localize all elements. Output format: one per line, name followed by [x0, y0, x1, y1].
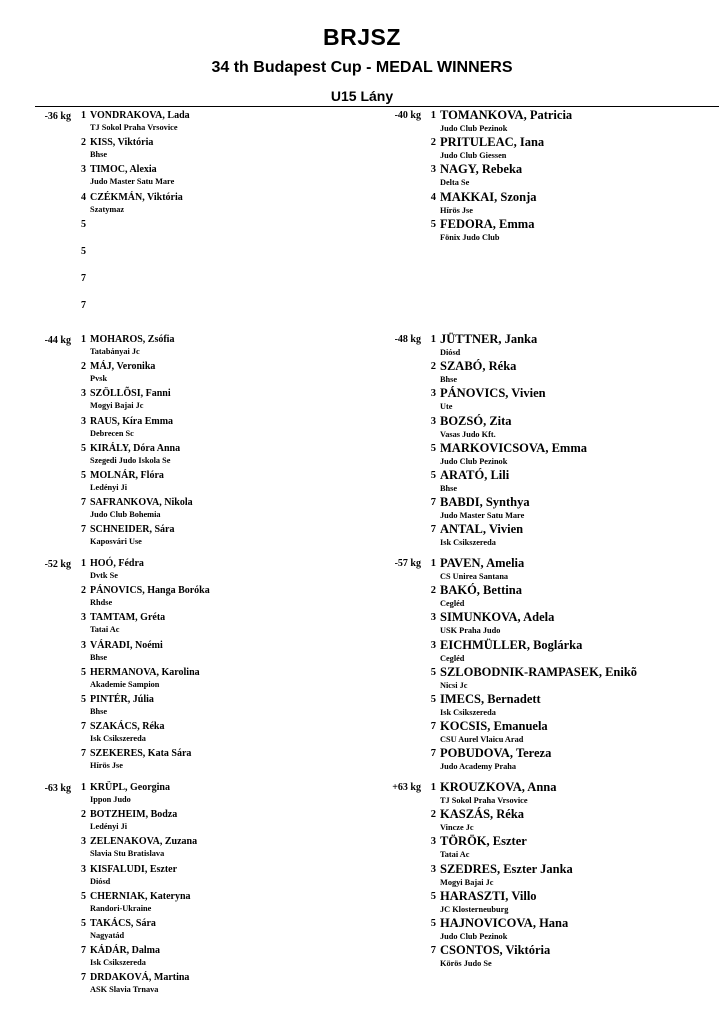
athlete-name: VONDRAKOVA, Lada	[90, 110, 190, 121]
weight-class-label: -57 kg	[394, 558, 421, 569]
club-name: Tatai Ac	[90, 625, 120, 635]
athlete-name: KOCSIS, Emanuela	[440, 719, 548, 734]
athlete-name: TOMANKOVA, Patricia	[440, 108, 573, 122]
placement-number: 3	[81, 164, 86, 176]
athlete-name: CZÉKMÁN, Viktória	[90, 191, 183, 203]
club-name: Judo Master Satu Mare	[90, 177, 175, 187]
placement-number: 3	[81, 612, 86, 624]
athlete-name: RAUS, Kíra Emma	[90, 415, 174, 427]
medal-entry	[428, 807, 678, 834]
club-name: Hírös Jse	[440, 205, 473, 215]
club-name: Diósd	[90, 876, 111, 886]
weight-class-label: -40 kg	[394, 110, 421, 121]
medal-entry	[428, 583, 678, 610]
club-name: Pvsk	[90, 374, 108, 384]
club-name: Vincze Jc	[440, 823, 474, 833]
club-name: Judo Club Bohemia	[90, 510, 161, 520]
medal-entry	[428, 862, 678, 889]
placement-number: 5	[81, 442, 86, 454]
medal-entry	[78, 470, 328, 497]
athlete-name: PINTÉR, Júlia	[90, 694, 154, 705]
athlete-name: HERMANOVA, Karolina	[90, 666, 200, 678]
medal-entry	[78, 388, 328, 415]
medal-entry	[428, 495, 678, 522]
club-name: Szegedi Judo Iskola Se	[90, 455, 171, 465]
medal-entry	[428, 556, 678, 583]
athlete-name: ANTAL, Vivien	[440, 522, 524, 537]
athlete-name: KISS, Viktória	[90, 137, 154, 149]
athlete-name: HOÓ, Fédra	[90, 558, 144, 569]
placement-number: 2	[430, 361, 436, 373]
placement-number: 7	[81, 497, 86, 509]
athlete-name: KRÜPL, Georgina	[90, 782, 170, 793]
placement-number: 5	[430, 470, 436, 481]
athlete-name: TAKÁCS, Sára	[90, 918, 156, 929]
club-name: Rhdse	[90, 598, 113, 608]
weight-class-label: +63 kg	[392, 782, 421, 793]
medal-entry	[428, 746, 678, 773]
placement-number: 7	[81, 300, 86, 312]
placement-number: 5	[430, 218, 436, 230]
placement-number: 1	[81, 782, 86, 793]
placement-number: 7	[81, 273, 86, 285]
medal-entry	[78, 443, 328, 470]
placement-number: 3	[430, 836, 436, 848]
club-name: Judo Club Pezinok	[440, 932, 508, 941]
medal-entry	[78, 612, 328, 639]
athlete-name: PRITULEAC, Iana	[440, 135, 545, 150]
placement-number: 7	[430, 748, 436, 760]
placement-number: 7	[81, 972, 86, 984]
athlete-name: BAKÓ, Bettina	[440, 583, 522, 598]
placement-number: 5	[430, 918, 436, 929]
athlete-name: TIMOC, Alexia	[90, 164, 157, 176]
athlete-name: BOZSÓ, Zita	[440, 413, 512, 428]
athlete-name: HAJNOVICOVA, Hana	[440, 916, 569, 930]
medal-entry	[428, 943, 678, 970]
event-subtitle: 34 th Budapest Cup - MEDAL WINNERS	[211, 59, 513, 76]
club-name: Mogyi Bajai Jc	[440, 877, 494, 887]
athlete-name: KISFALUDI, Eszter	[90, 863, 178, 875]
medal-entry	[428, 190, 678, 217]
placement-number: 5	[81, 666, 86, 678]
placement-number: 7	[430, 721, 436, 733]
club-name: Vasas Judo Kft.	[440, 429, 496, 439]
club-name: Randori-Ukraine	[90, 903, 152, 913]
athlete-name: DRDAKOVÁ, Martina	[90, 972, 190, 984]
placement-number: 5	[430, 890, 436, 902]
medal-entry	[78, 694, 328, 721]
athlete-name: PÁNOVICS, Vivien	[440, 386, 546, 401]
medal-entry	[78, 809, 328, 836]
athlete-name: MOHAROS, Zsófia	[90, 334, 175, 345]
athlete-name: SZABÓ, Réka	[440, 359, 517, 374]
placement-number: 4	[430, 191, 436, 203]
club-name: Ippon Judo	[90, 795, 131, 804]
athlete-name: EICHMÜLLER, Boglárka	[440, 637, 583, 652]
placement-number: 3	[81, 415, 86, 427]
placement-number: 3	[430, 639, 436, 651]
medal-entry	[78, 137, 328, 164]
medal-entry	[428, 780, 678, 807]
club-name: Tatai Ac	[440, 850, 470, 860]
athlete-name: MÁJ, Veronika	[90, 361, 156, 373]
placement-number: 4	[81, 191, 86, 203]
club-name: CS Unirea Santana	[440, 572, 509, 581]
athlete-name: TAMTAM, Gréta	[90, 612, 166, 624]
athlete-name: IMECS, Bernadett	[440, 692, 541, 706]
athlete-name: SZÖLLÕSI, Fanni	[90, 388, 171, 400]
club-name: Delta Se	[440, 178, 470, 188]
medal-entry	[78, 782, 328, 809]
medal-entry	[78, 918, 328, 945]
medal-entry	[78, 721, 328, 748]
medal-entry	[428, 638, 678, 665]
placement-number: 3	[81, 836, 86, 848]
club-name: CSU Aurel Vlaicu Arad	[440, 735, 524, 745]
athlete-name: SAFRANKOVA, Nikola	[90, 497, 193, 509]
athlete-name: KASZÁS, Réka	[440, 807, 525, 822]
club-name: Judo Master Satu Mare	[440, 511, 525, 521]
placement-number: 3	[430, 612, 436, 624]
club-name: Bhse	[90, 707, 108, 716]
club-name: Ute	[440, 402, 453, 412]
club-name: Tatabányai Jc	[90, 347, 140, 356]
medal-entry	[78, 524, 328, 551]
club-name: USK Praha Judo	[440, 626, 501, 636]
medal-entry	[78, 300, 328, 327]
header-divider	[35, 106, 719, 107]
athlete-name: PÁNOVICS, Hanga Boróka	[90, 585, 210, 597]
medal-entry	[428, 441, 678, 468]
placement-number: 5	[430, 442, 436, 454]
club-name: Nicsi Jc	[440, 680, 468, 690]
medal-entry	[428, 665, 678, 692]
placement-number: 3	[430, 164, 436, 176]
medal-entry	[78, 219, 328, 246]
athlete-name: PAVEN, Amelia	[440, 556, 525, 570]
athlete-name: KÁDÁR, Dalma	[90, 945, 160, 957]
medal-entry	[428, 468, 678, 495]
club-name: Fönix Judo Club	[440, 232, 500, 242]
weight-class-label: -63 kg	[44, 783, 71, 794]
athlete-name: POBUDOVA, Tereza	[440, 746, 552, 761]
club-name: Diósd	[440, 348, 461, 357]
medal-entry	[78, 110, 328, 137]
placement-number: 2	[430, 585, 436, 597]
athlete-name: CHERNIAK, Kateryna	[90, 890, 191, 902]
placement-number: 5	[430, 694, 436, 705]
club-name: Szatymaz	[90, 204, 125, 214]
club-name: Bhse	[90, 150, 108, 160]
placement-number: 1	[430, 110, 436, 121]
medal-entry	[78, 416, 328, 443]
placement-number: 1	[430, 782, 436, 793]
placement-number: 7	[81, 945, 86, 957]
athlete-name: FEDORA, Emma	[440, 216, 535, 231]
placement-number: 2	[430, 809, 436, 821]
club-name: Judo Club Pezinok	[440, 124, 508, 133]
medal-entry	[78, 558, 328, 585]
medal-entry	[78, 585, 328, 612]
athlete-name: ZELENAKOVA, Zuzana	[90, 836, 198, 848]
placement-number: 1	[430, 334, 436, 345]
placement-number: 2	[81, 361, 86, 373]
medal-entry	[428, 522, 678, 549]
placement-number: 7	[430, 945, 436, 957]
medal-entry	[428, 692, 678, 719]
athlete-name: MAKKAI, Szonja	[440, 189, 537, 204]
placement-number: 5	[81, 694, 86, 705]
placement-number: 1	[81, 110, 86, 121]
club-name: Kaposvári Use	[90, 537, 142, 547]
club-name: Cegléd	[440, 653, 465, 663]
weight-class-label: -52 kg	[44, 559, 71, 570]
athlete-name: BABDI, Synthya	[440, 495, 530, 510]
medal-entry	[428, 719, 678, 746]
athlete-name: HARASZTI, Villo	[440, 888, 537, 903]
placement-number: 7	[81, 524, 86, 536]
athlete-name: SZAKÁCS, Réka	[90, 721, 165, 733]
placement-number: 3	[81, 863, 86, 875]
placement-number: 3	[430, 415, 436, 427]
placement-number: 5	[81, 470, 86, 481]
club-name: Ledényi Ji	[90, 483, 128, 492]
placement-number: 5	[81, 918, 86, 929]
club-name: Ledényi Ji	[90, 822, 128, 832]
placement-number: 2	[81, 585, 86, 597]
placement-number: 7	[430, 497, 436, 509]
medal-entry	[428, 889, 678, 916]
club-name: Dvtk Se	[90, 571, 118, 580]
medal-entry	[78, 273, 328, 300]
medal-entry	[428, 414, 678, 441]
placement-number: 7	[81, 748, 86, 760]
club-name: TJ Sokol Praha Vrsovice	[90, 123, 178, 132]
club-name: Judo Academy Praha	[440, 762, 517, 772]
medal-entry	[428, 834, 678, 861]
club-name: Bhse	[440, 375, 458, 385]
athlete-name: KIRÁLY, Dóra Anna	[90, 442, 181, 454]
medal-entry	[428, 916, 678, 943]
club-name: Isk Csikszereda	[440, 538, 496, 548]
athlete-name: BOTZHEIM, Bodza	[90, 809, 178, 821]
weight-class-label: -36 kg	[44, 111, 71, 122]
weight-class-label: -48 kg	[394, 334, 421, 345]
athlete-name: CSONTOS, Viktória	[440, 943, 551, 958]
medal-entry	[428, 162, 678, 189]
placement-number: 2	[81, 137, 86, 149]
club-name: Debrecen Sc	[90, 428, 134, 438]
club-name: Bhse	[90, 652, 108, 662]
medal-entry	[78, 836, 328, 863]
medal-entry	[428, 217, 678, 244]
placement-number: 2	[430, 137, 436, 149]
club-name: Bhse	[440, 484, 458, 493]
medal-entry	[78, 667, 328, 694]
medal-entry	[78, 748, 328, 775]
club-name: Isk Csikszereda	[90, 734, 146, 744]
athlete-name: SCHNEIDER, Sára	[90, 524, 175, 536]
club-name: Hírös Jse	[90, 761, 123, 771]
age-category-title: U15 Lány	[330, 88, 394, 104]
athlete-name: TÖRÖK, Eszter	[440, 834, 527, 849]
athlete-name: NAGY, Rebeka	[440, 162, 523, 177]
club-name: Judo Club Pezinok	[440, 456, 508, 466]
placement-number: 3	[430, 388, 436, 400]
placement-number: 5	[81, 890, 86, 902]
placement-number: 7	[81, 721, 86, 733]
club-name: Slavia Stu Bratislava	[90, 849, 165, 859]
club-name: Mogyi Bajai Jc	[90, 401, 144, 411]
athlete-name: VÁRADI, Noémi	[90, 639, 163, 651]
placement-number: 3	[81, 388, 86, 400]
athlete-name: SZEDRES, Eszter Janka	[440, 861, 573, 876]
placement-number: 1	[430, 558, 436, 569]
placement-number: 5	[81, 246, 86, 257]
medal-entry	[78, 164, 328, 191]
club-name: Nagyatád	[90, 931, 125, 940]
club-name: Isk Csikszereda	[440, 708, 496, 717]
medal-entry	[428, 108, 678, 135]
placement-number: 5	[81, 218, 86, 230]
medal-entry	[78, 864, 328, 891]
club-name: Cegléd	[440, 599, 465, 609]
club-name: Körös Judo Se	[440, 959, 492, 969]
placement-number: 3	[430, 863, 436, 875]
medal-entry	[78, 972, 328, 999]
medal-entry	[78, 334, 328, 361]
club-name: ASK Slavia Trnava	[90, 985, 159, 995]
placement-number: 5	[430, 666, 436, 678]
athlete-name: SIMUNKOVA, Adela	[440, 610, 555, 625]
club-name: TJ Sokol Praha Vrsovice	[440, 796, 528, 805]
athlete-name: SZEKERES, Kata Sára	[90, 748, 192, 760]
athlete-name: JÜTTNER, Janka	[440, 332, 538, 346]
medal-entry	[78, 945, 328, 972]
athlete-name: SZLOBODNIK-RAMPASEK, Enikõ	[440, 664, 638, 679]
weight-class-label: -44 kg	[44, 335, 71, 346]
athlete-name: MARKOVICSOVA, Emma	[440, 440, 587, 455]
athlete-name: ARATÓ, Lili	[440, 468, 510, 482]
medal-entry	[428, 332, 678, 359]
medal-entry	[428, 386, 678, 413]
page-title: BRJSZ	[323, 24, 401, 50]
placement-number: 7	[430, 524, 436, 536]
medal-entry	[78, 640, 328, 667]
medal-entry	[428, 135, 678, 162]
placement-number: 1	[81, 558, 86, 569]
medal-entry	[428, 610, 678, 637]
medal-entry	[78, 192, 328, 219]
placement-number: 3	[81, 639, 86, 651]
club-name: JC Klosterneuburg	[440, 904, 509, 914]
athlete-name: MOLNÁR, Flóra	[90, 470, 164, 481]
club-name: Judo Club Giessen	[440, 151, 507, 161]
medal-entry	[78, 361, 328, 388]
medal-entry	[428, 359, 678, 386]
medal-entry	[78, 246, 328, 273]
placement-number: 1	[81, 334, 86, 345]
medal-entry	[78, 497, 328, 524]
athlete-name: KROUZKOVA, Anna	[440, 780, 557, 794]
placement-number: 2	[81, 809, 86, 821]
club-name: Isk Csikszereda	[90, 958, 146, 968]
club-name: Akademie Sampion	[90, 679, 160, 689]
medal-entry	[78, 891, 328, 918]
